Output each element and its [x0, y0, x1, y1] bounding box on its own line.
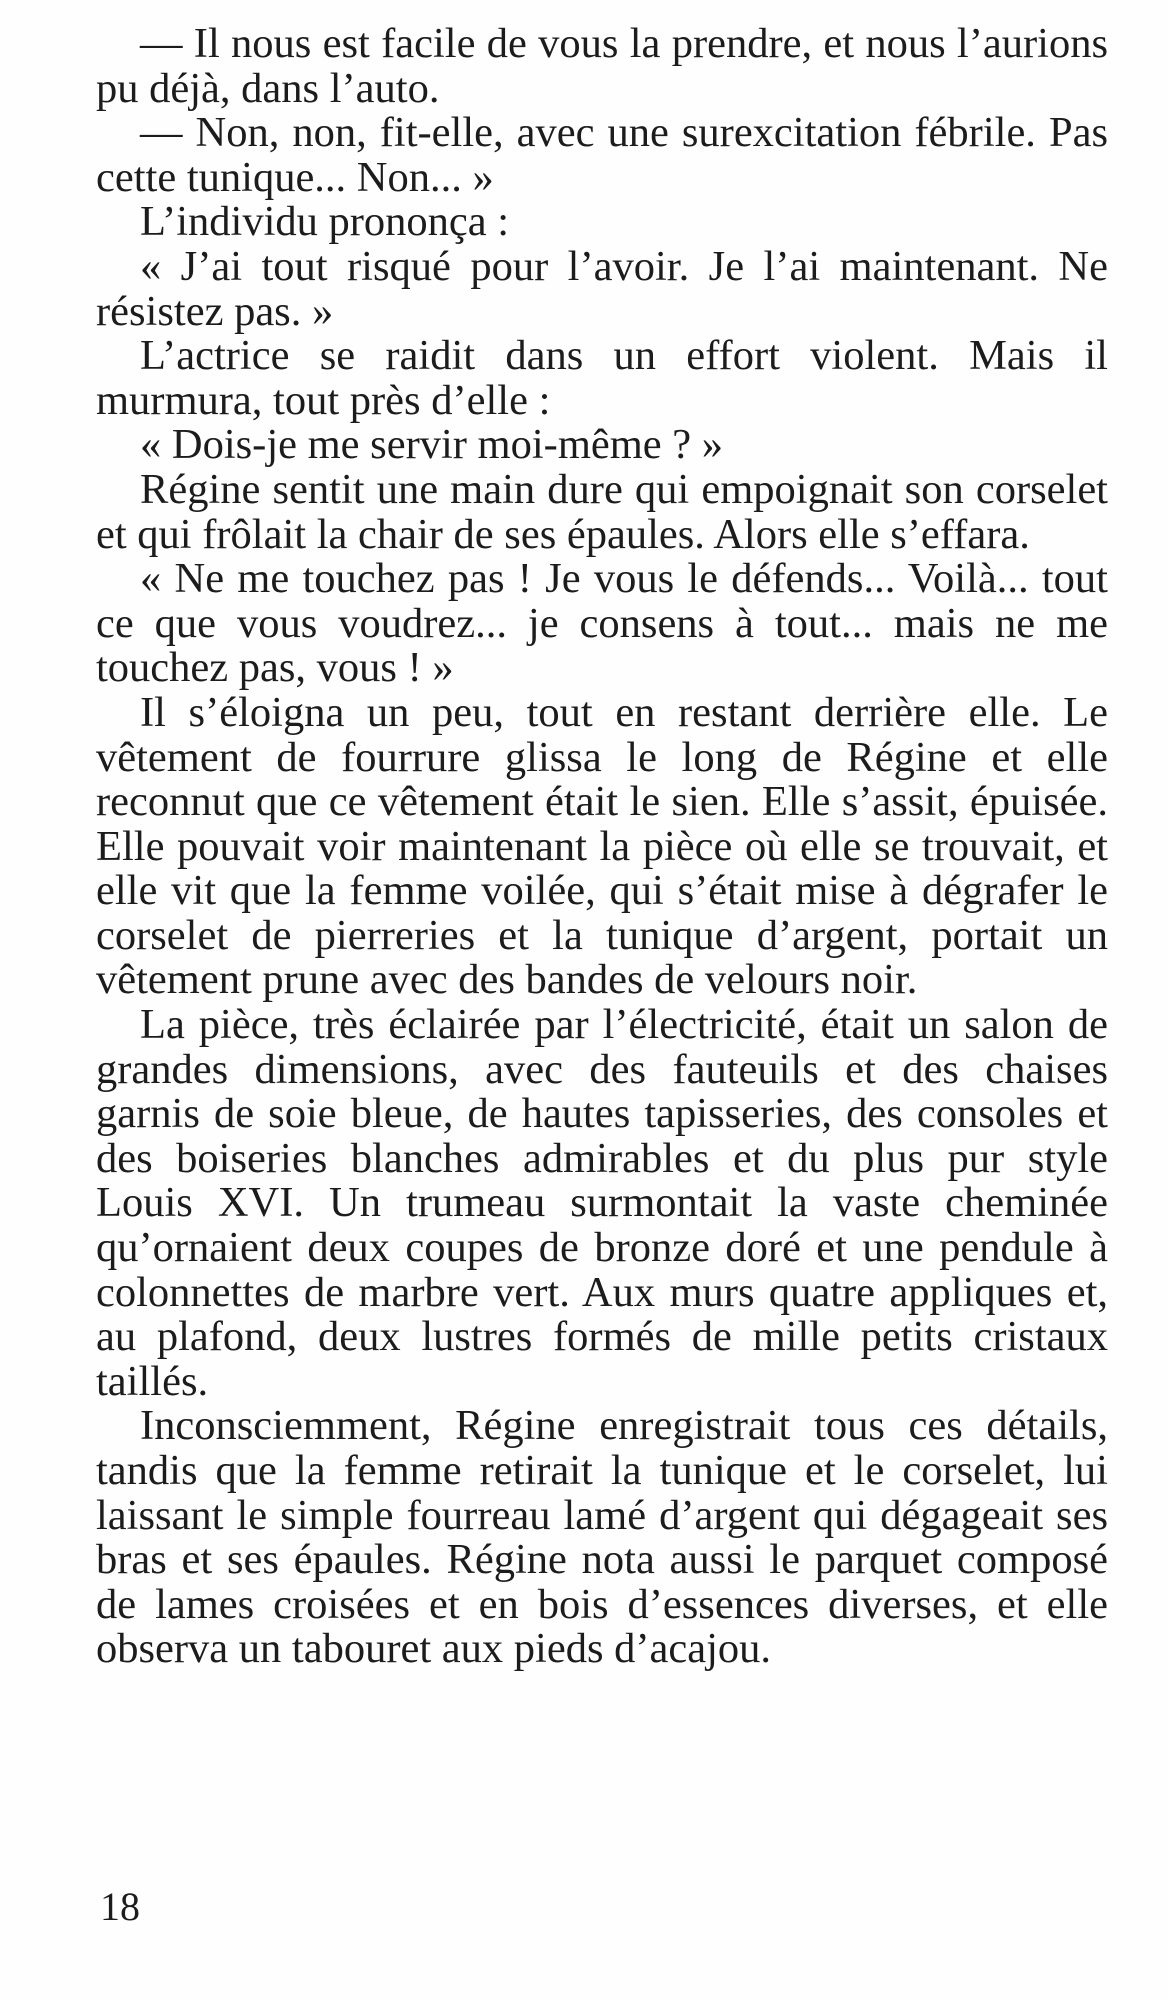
page-number: 18 — [100, 1884, 140, 1929]
paragraph: « J’ai tout risqué pour l’avoir. Je l’ai maintenant. Ne résistez pas. » — [96, 242, 1108, 335]
paragraph: Il s’éloigna un peu, tout en restant derrière elle. Le vêtement de fourrure glissa le long de Régine et elle reconnut que ce vêtement était le sien. Elle s’assit, épuisée. Elle pouvait voir maintenant la pièce où elle se trouvait, et elle vit que la femme voilée, qui s’était mise à dégrafer le corselet de pierreries et la tunique d’argent, portait un vêtement prune avec des bandes de velours noir. — [96, 688, 1108, 1004]
paragraph: Régine sentit une main dure qui empoignait son corselet et qui frôlait la chair de ses épaules. Alors elle s’effara. — [96, 465, 1108, 558]
paragraph: L’individu prononça : — [140, 198, 510, 246]
paragraph: — Il nous est facile de vous la prendre, et nous l’aurions pu déjà, dans l’auto. — [96, 20, 1108, 112]
paragraph: L’actrice se raidit dans un effort violent. Mais il murmura, tout près d’elle : — [96, 332, 1108, 424]
paragraph: Inconsciemment, Régine enregistrait tous ces détails, tandis que la femme retirait la tunique et le corselet, lui laissant le simple fourreau lamé d’argent qui dégageait ses bras et ses épaules. Régine nota aussi le parquet composé de lames croisées et en bois d’essences diverses, et elle observa un tabouret aux pieds d’acajou. — [96, 1402, 1108, 1673]
body-text — [96, 22, 1108, 1672]
paragraph: — Non, non, fit-elle, avec une surexcitation fébrile. Pas cette tunique... Non... » — [96, 109, 1108, 201]
paragraph: « Dois-je me servir moi-même ? » — [140, 421, 724, 469]
paragraph: « Ne me touchez pas ! Je vous le défends... Voilà... tout ce que vous voudrez... je consens à tout... mais ne me touchez pas, vous ! » — [96, 555, 1108, 692]
paragraph: La pièce, très éclairée par l’électricité, était un salon de grandes dimensions, avec des fauteuils et des chaises garnis de soie bleue, de hautes tapisseries, des consoles et des boiseries blanches admirables et du plus pur style Louis XVI. Un trumeau surmontait la vaste cheminée qu’ornaient deux coupes de bronze doré et une pendule à colonnettes de marbre vert. Aux murs quatre appliques et, au plafond, deux lustres formés de mille petits cristaux taillés. — [96, 1001, 1108, 1405]
